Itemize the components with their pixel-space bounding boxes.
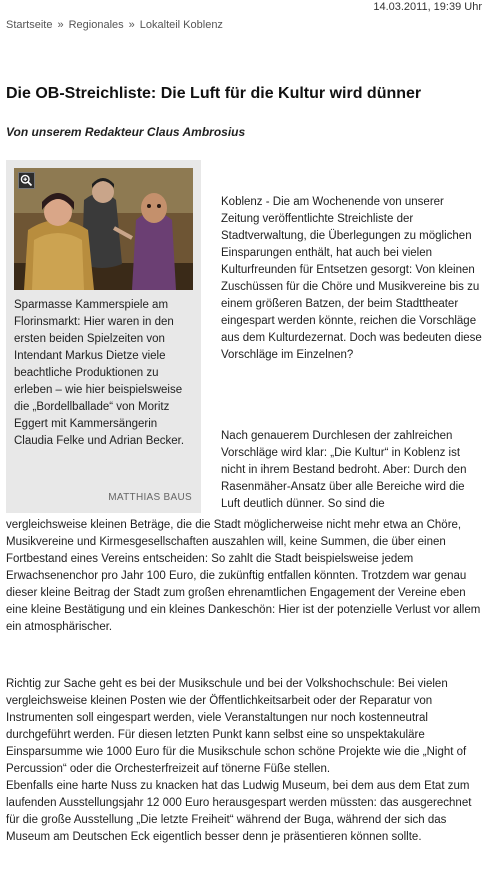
article-paragraph: Koblenz - Die am Wochenende von unserer Zeitung veröffentlichte Streichliste der Stadtverwaltung, die Überlegungen zu möglichen Einsparungen enthält, hat auch bei vielen Kulturfreunden für Entsetzen gesorgt: Von kleinen Zuschüssen für die Chöre und Musikvereine bis zu einem größeren Batzen, der beim Stadttheater eingespart werden könnte, reichen die Vorschläge aus dem Kulturdezernat. Doch was bedeuten diese Vorschläge im Einzelnen? — [221, 196, 482, 361]
figure-caption: Sparmasse Kammerspiele am Florinsmarkt: Hier waren in den ersten beiden Spielzeiten von Intendant Markus Dietze viele beachtliche Produktionen zu erleben – wie hier beispielsweise die „Bordellballade“ von Moritz Eggert mit Kammersängerin Claudia Felke und Adrian Becker. — [14, 299, 185, 447]
breadcrumb-lokalteil-koblenz[interactable]: Lokalteil Koblenz — [139, 19, 223, 31]
article-paragraph: Richtig zur Sache geht es bei der Musikschule und bei der Volkshochschule: Bei vielen vergleichsweise kleinen Posten wie der Öffentlichkeitsarbeit oder der Reparatur von Instrumenten soll eingespart werden, viele Veranstaltungen nur noch kostenneutral durchgeführt werden. Für diesen letzten Punkt kann selbst eine so unspektakuläre Einsparsumme wie 1000 Euro für die Musikschule schon schöne Projekte wie die „Night of Percussion“ oder die Orchesterfreizeit auf tönerne Füße stellen. — [6, 678, 467, 775]
article-figure — [6, 160, 201, 513]
photo-credit: MATTHIAS BAUS — [108, 492, 192, 503]
article-title: Die OB-Streichliste: Die Luft für die Kultur wird dünner — [6, 85, 422, 102]
zoom-button[interactable] — [18, 172, 35, 189]
article-paragraph: Ebenfalls eine harte Nuss zu knacken hat das Ludwig Museum, bei dem aus dem Etat zum laufenden Ausstellungsjahr 12 000 Euro herausgespart werden müssten: das ausgerechnet für die große Ausstellung „Die letzte Freiheit“ während der Buga, während der sich das Museum am Deutschen Eck eigentlich besser denn je präsentieren können sollte. — [6, 780, 472, 843]
magnifier-plus-icon — [19, 173, 34, 188]
breadcrumb — [6, 19, 223, 31]
article-photo[interactable] — [14, 168, 193, 290]
breadcrumb-separator: » — [128, 19, 135, 31]
article-paragraph: vergleichsweise kleinen Beträge, die die Stadt möglicherweise nicht mehr etwa an Chöre, Musikvereine und Kirmesgesellschaften auszahlen will, keine Summen, die über einen Fortbestand eines Vereins entscheiden: So zahlt die Stadt beispielsweise jedem Erwachsenenchor pro Jahr 100 Euro, die zukünftig entfallen könnten. Trotzdem war genau dieser kleine Beitrag der Stadt zum großen ehrenamtlichen Engagement der Vereine eben eine kleine Bestätigung und ein kleines Dankeschön: Hier ist der potenzielle Verlust vor allem ein atmosphärischer. — [6, 519, 481, 633]
breadcrumb-startseite[interactable]: Startseite — [6, 19, 53, 31]
article-datetime: 14.03.2011, 19:39 Uhr — [373, 1, 482, 13]
breadcrumb-separator: » — [57, 19, 64, 31]
photo-scene — [14, 168, 193, 290]
article-paragraph: Nach genauerem Durchlesen der zahlreichen Vorschläge wird klar: „Die Kultur“ in Koblenz ist nicht in ihrem Bestand bedroht. Aber: Durch den Rasenmäher-Ansatz über alle Bereiche wird die Luft deutlich dünner. So sind die — [221, 430, 467, 510]
article-byline: Von unserem Redakteur Claus Ambrosius — [6, 125, 246, 139]
breadcrumb-regionales[interactable]: Regionales — [68, 19, 124, 31]
